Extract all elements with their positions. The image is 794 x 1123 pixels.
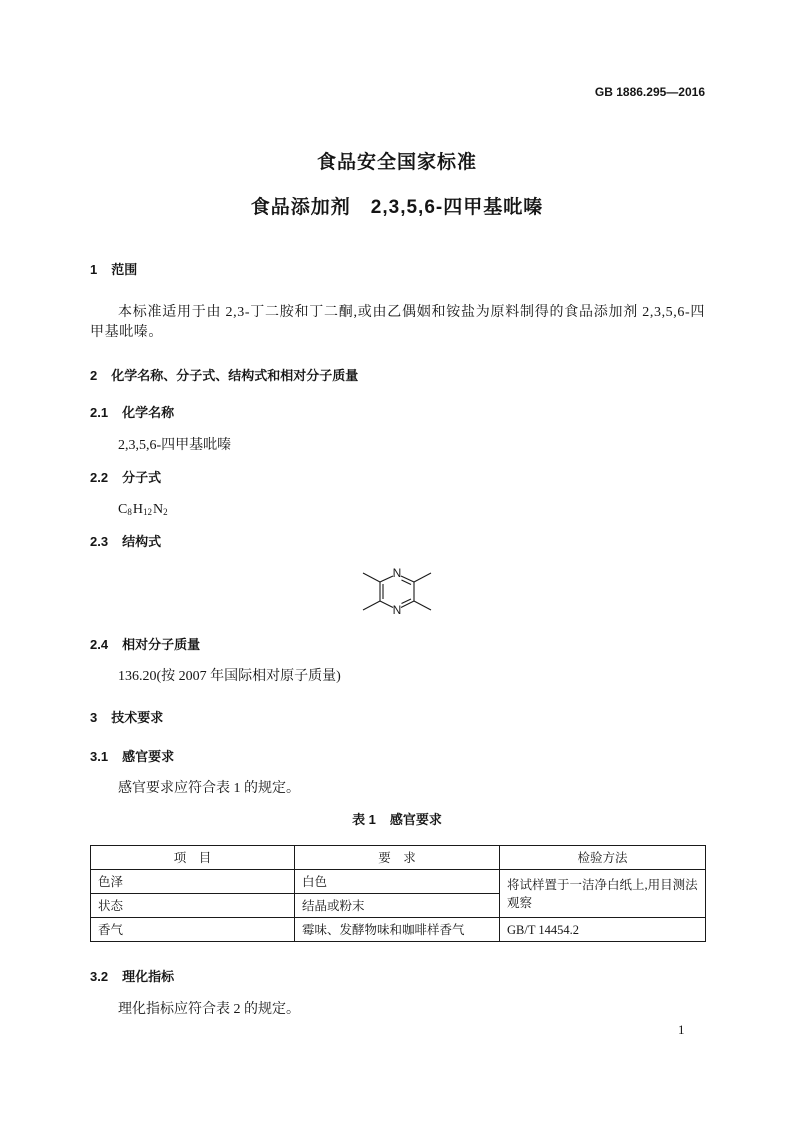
subsection-number: 2.4	[90, 637, 109, 652]
page-number: 1	[678, 1022, 685, 1037]
section-number: 1	[90, 262, 98, 277]
subsection-number: 2.1	[90, 405, 109, 420]
section-title: 技术要求	[111, 710, 164, 725]
section-heading-scope	[90, 261, 137, 279]
bond-methyl-upper-right	[414, 573, 431, 582]
formula-subscript: 12	[142, 507, 152, 517]
subsection-number: 2.2	[90, 470, 109, 485]
table-cell-requirement: 白色	[295, 870, 500, 894]
table-cell-item: 状态	[91, 894, 295, 918]
bond-methyl-upper-left	[363, 573, 380, 582]
molecular-mass-text: 136.20(按 2007 年国际相对原子质量)	[118, 669, 341, 684]
section-heading-technical-requirements	[90, 709, 163, 727]
bond-c3-n4	[401, 601, 414, 608]
bond-methyl-lower-left	[363, 601, 380, 610]
section-title: 化学名称、分子式、结构式和相对分子质量	[111, 368, 359, 383]
chemical-name-text: 2,3,5,6-四甲基吡嗪	[118, 438, 232, 453]
subsection-title: 分子式	[122, 470, 162, 485]
subsection-title: 理化指标	[122, 969, 175, 984]
section-title: 范围	[111, 262, 138, 277]
structural-formula	[355, 562, 440, 620]
formula-subscript: 8	[127, 507, 132, 517]
scope-paragraph: 本标准适用于由 2,3-丁二胺和丁二酮,或由乙偶姻和铵盐为原料制得的食品添加剂 2,3,5,6-四甲基吡嗪。	[90, 305, 705, 340]
section-heading-chemical-info	[90, 367, 358, 385]
subsection-title: 相对分子质量	[122, 637, 201, 652]
bond-c6-n1	[380, 576, 393, 582]
formula-symbol: C	[118, 502, 128, 517]
subsection-title: 化学名称	[122, 405, 175, 420]
document-title-line2: 食品添加剂 2,3,5,6-四甲基吡嗪	[250, 197, 544, 218]
table-header-cell: 要 求	[295, 846, 500, 870]
section-number: 3	[90, 710, 98, 725]
table-header-cell: 检验方法	[500, 846, 706, 870]
table-header-row	[91, 846, 706, 870]
table-cell-item: 香气	[91, 918, 295, 942]
subsection-heading-molecular-mass	[90, 636, 200, 654]
bond-methyl-lower-right	[414, 601, 431, 610]
subsection-heading-structure	[90, 533, 161, 551]
table-row	[91, 870, 706, 894]
subsection-title: 结构式	[122, 534, 162, 549]
table-caption-title: 感官要求	[389, 812, 442, 827]
subsection-heading-molecular-formula	[90, 469, 161, 487]
subsection-heading-chemical-name	[90, 404, 174, 422]
physicochemical-text: 理化指标应符合表 2 的规定。	[118, 1002, 300, 1017]
sensory-text: 感官要求应符合表 1 的规定。	[118, 781, 300, 796]
formula-symbol: H	[132, 502, 143, 517]
table-cell-requirement: 霉味、发酵物味和咖啡样香气	[295, 918, 500, 942]
table-row	[91, 918, 706, 942]
document-title-line1: 食品安全国家标准	[316, 152, 477, 173]
molecular-formula	[118, 500, 169, 522]
table-cell-requirement: 结晶或粉末	[295, 894, 500, 918]
section-number: 2	[90, 368, 98, 383]
bond-n1-c2-double	[402, 580, 412, 585]
standard-code: GB 1886.295—2016	[594, 85, 705, 99]
table-caption-number: 表 1	[352, 812, 376, 827]
bond-n4-c5	[380, 601, 393, 608]
subsection-title: 感官要求	[122, 749, 175, 764]
table-cell-method: GB/T 14454.2	[500, 918, 706, 942]
table-cell-method-merged: 将试样置于一洁净白纸上,用目测法观察	[500, 870, 706, 918]
subsection-number: 3.2	[90, 969, 109, 984]
table-header-cell: 项 目	[91, 846, 295, 870]
subsection-number: 2.3	[90, 534, 109, 549]
sensory-requirements-table	[90, 845, 706, 942]
table-caption	[0, 811, 794, 829]
subsection-number: 3.1	[90, 749, 109, 764]
table-cell-item: 色泽	[91, 870, 295, 894]
subsection-heading-physicochemical	[90, 968, 174, 986]
atom-label-top: N	[392, 566, 402, 580]
atom-label-bottom: N	[392, 603, 402, 617]
formula-symbol: N	[152, 502, 164, 517]
formula-subscript: 2	[163, 507, 168, 517]
subsection-heading-sensory	[90, 748, 174, 766]
